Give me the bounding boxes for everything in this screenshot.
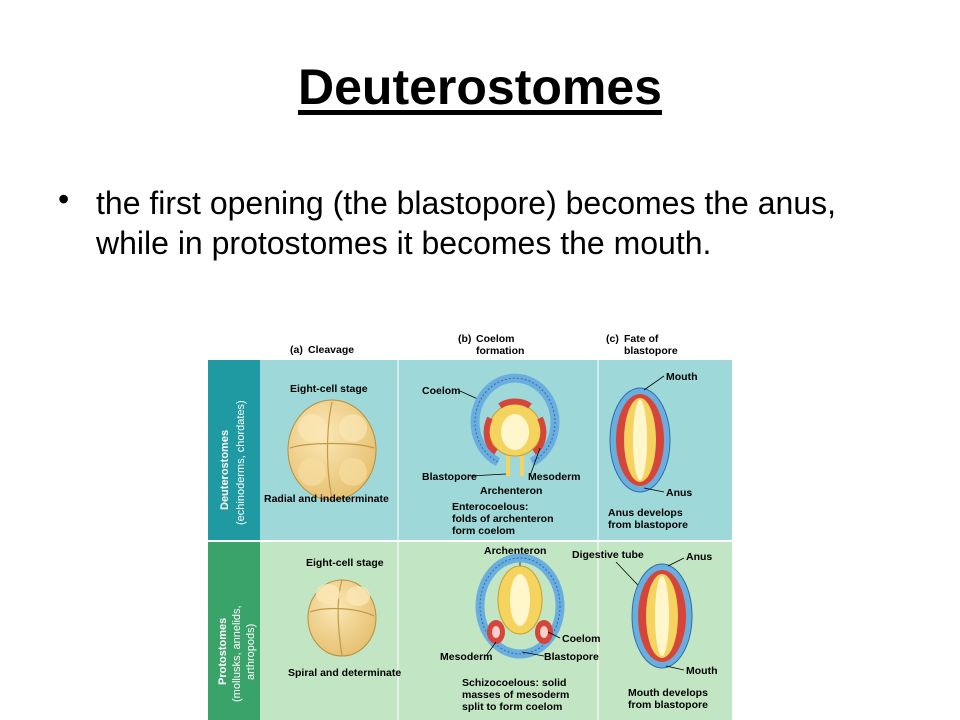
deut-radial-label: Radial and indeterminate xyxy=(264,493,389,505)
deuterostome-side-subtitle: (echinoderms, chordates) xyxy=(235,400,247,525)
proto-adult-body-icon xyxy=(632,564,692,668)
heading-b-tag: (b) xyxy=(458,333,472,345)
deut-coelom-label: Coelom xyxy=(422,385,461,397)
deuterostome-side-title: Deuterostomes xyxy=(219,429,231,510)
deut-enterocoelous-3: form coelom xyxy=(452,525,516,537)
protostome-side-subtitle-2: arthropods) xyxy=(245,623,257,680)
bullet-marker: • xyxy=(58,181,70,217)
protostome-side-title: Protostomes xyxy=(217,617,229,685)
bullet-text: the first opening (the blastopore) becomes the anus, while in protostomes it becomes the mouth. xyxy=(96,185,836,261)
deut-blastopore-label: Blastopore xyxy=(422,471,477,483)
proto-digestive-tube-label: Digestive tube xyxy=(572,549,644,561)
proto-mouth-label: Mouth xyxy=(686,665,718,677)
heading-c-tag: (c) xyxy=(606,333,619,345)
slide-title: Deuterostomes xyxy=(298,59,662,115)
deut-adult-body-icon xyxy=(610,388,670,492)
deut-anus-develops-1: Anus develops xyxy=(608,507,683,519)
proto-coelom-label: Coelom xyxy=(562,633,601,645)
deut-eight-cell-label: Eight-cell stage xyxy=(290,383,368,395)
heading-fate-1: Fate of xyxy=(624,333,659,345)
proto-eight-cell-embryo-icon xyxy=(308,580,376,656)
deuterostome-side-panel xyxy=(208,360,260,540)
deut-enterocoelous-1: Enterocoelous: xyxy=(452,501,529,513)
proto-schizocoelous-2: masses of mesoderm xyxy=(462,689,570,701)
proto-archenteron-label: Archenteron xyxy=(484,545,547,557)
heading-coelom-2: formation xyxy=(476,345,525,357)
heading-cleavage: Cleavage xyxy=(308,344,355,356)
heading-a-tag: (a) xyxy=(290,344,303,356)
heading-fate-2: blastopore xyxy=(624,345,678,357)
deut-enterocoelous-2: folds of archenteron xyxy=(452,513,554,525)
deut-anus-label: Anus xyxy=(666,487,693,499)
heading-coelom-1: Coelom xyxy=(476,333,515,345)
protostome-side-subtitle-1: (mollusks, annelids, xyxy=(231,605,243,702)
proto-schizocoelous-3: split to form coelom xyxy=(462,701,563,713)
proto-mesoderm-label: Mesoderm xyxy=(440,651,493,663)
proto-eight-cell-label: Eight-cell stage xyxy=(306,557,384,569)
deut-anus-develops-2: from blastopore xyxy=(608,519,688,531)
embryo-development-figure xyxy=(208,330,732,720)
proto-schizocoelous-1: Schizocoelous: solid xyxy=(462,677,567,689)
deut-mesoderm-label: Mesoderm xyxy=(528,471,581,483)
deut-eight-cell-embryo-icon xyxy=(288,400,376,500)
proto-mouth-develops-1: Mouth develops xyxy=(628,687,708,699)
deut-mouth-label: Mouth xyxy=(666,371,698,383)
proto-mouth-develops-2: from blastopore xyxy=(628,699,708,711)
proto-spiral-label: Spiral and determinate xyxy=(288,667,402,679)
deut-archenteron-label: Archenteron xyxy=(480,485,543,497)
proto-blastopore-label: Blastopore xyxy=(544,651,599,663)
figure-svg xyxy=(208,330,732,720)
proto-anus-label: Anus xyxy=(686,551,713,563)
